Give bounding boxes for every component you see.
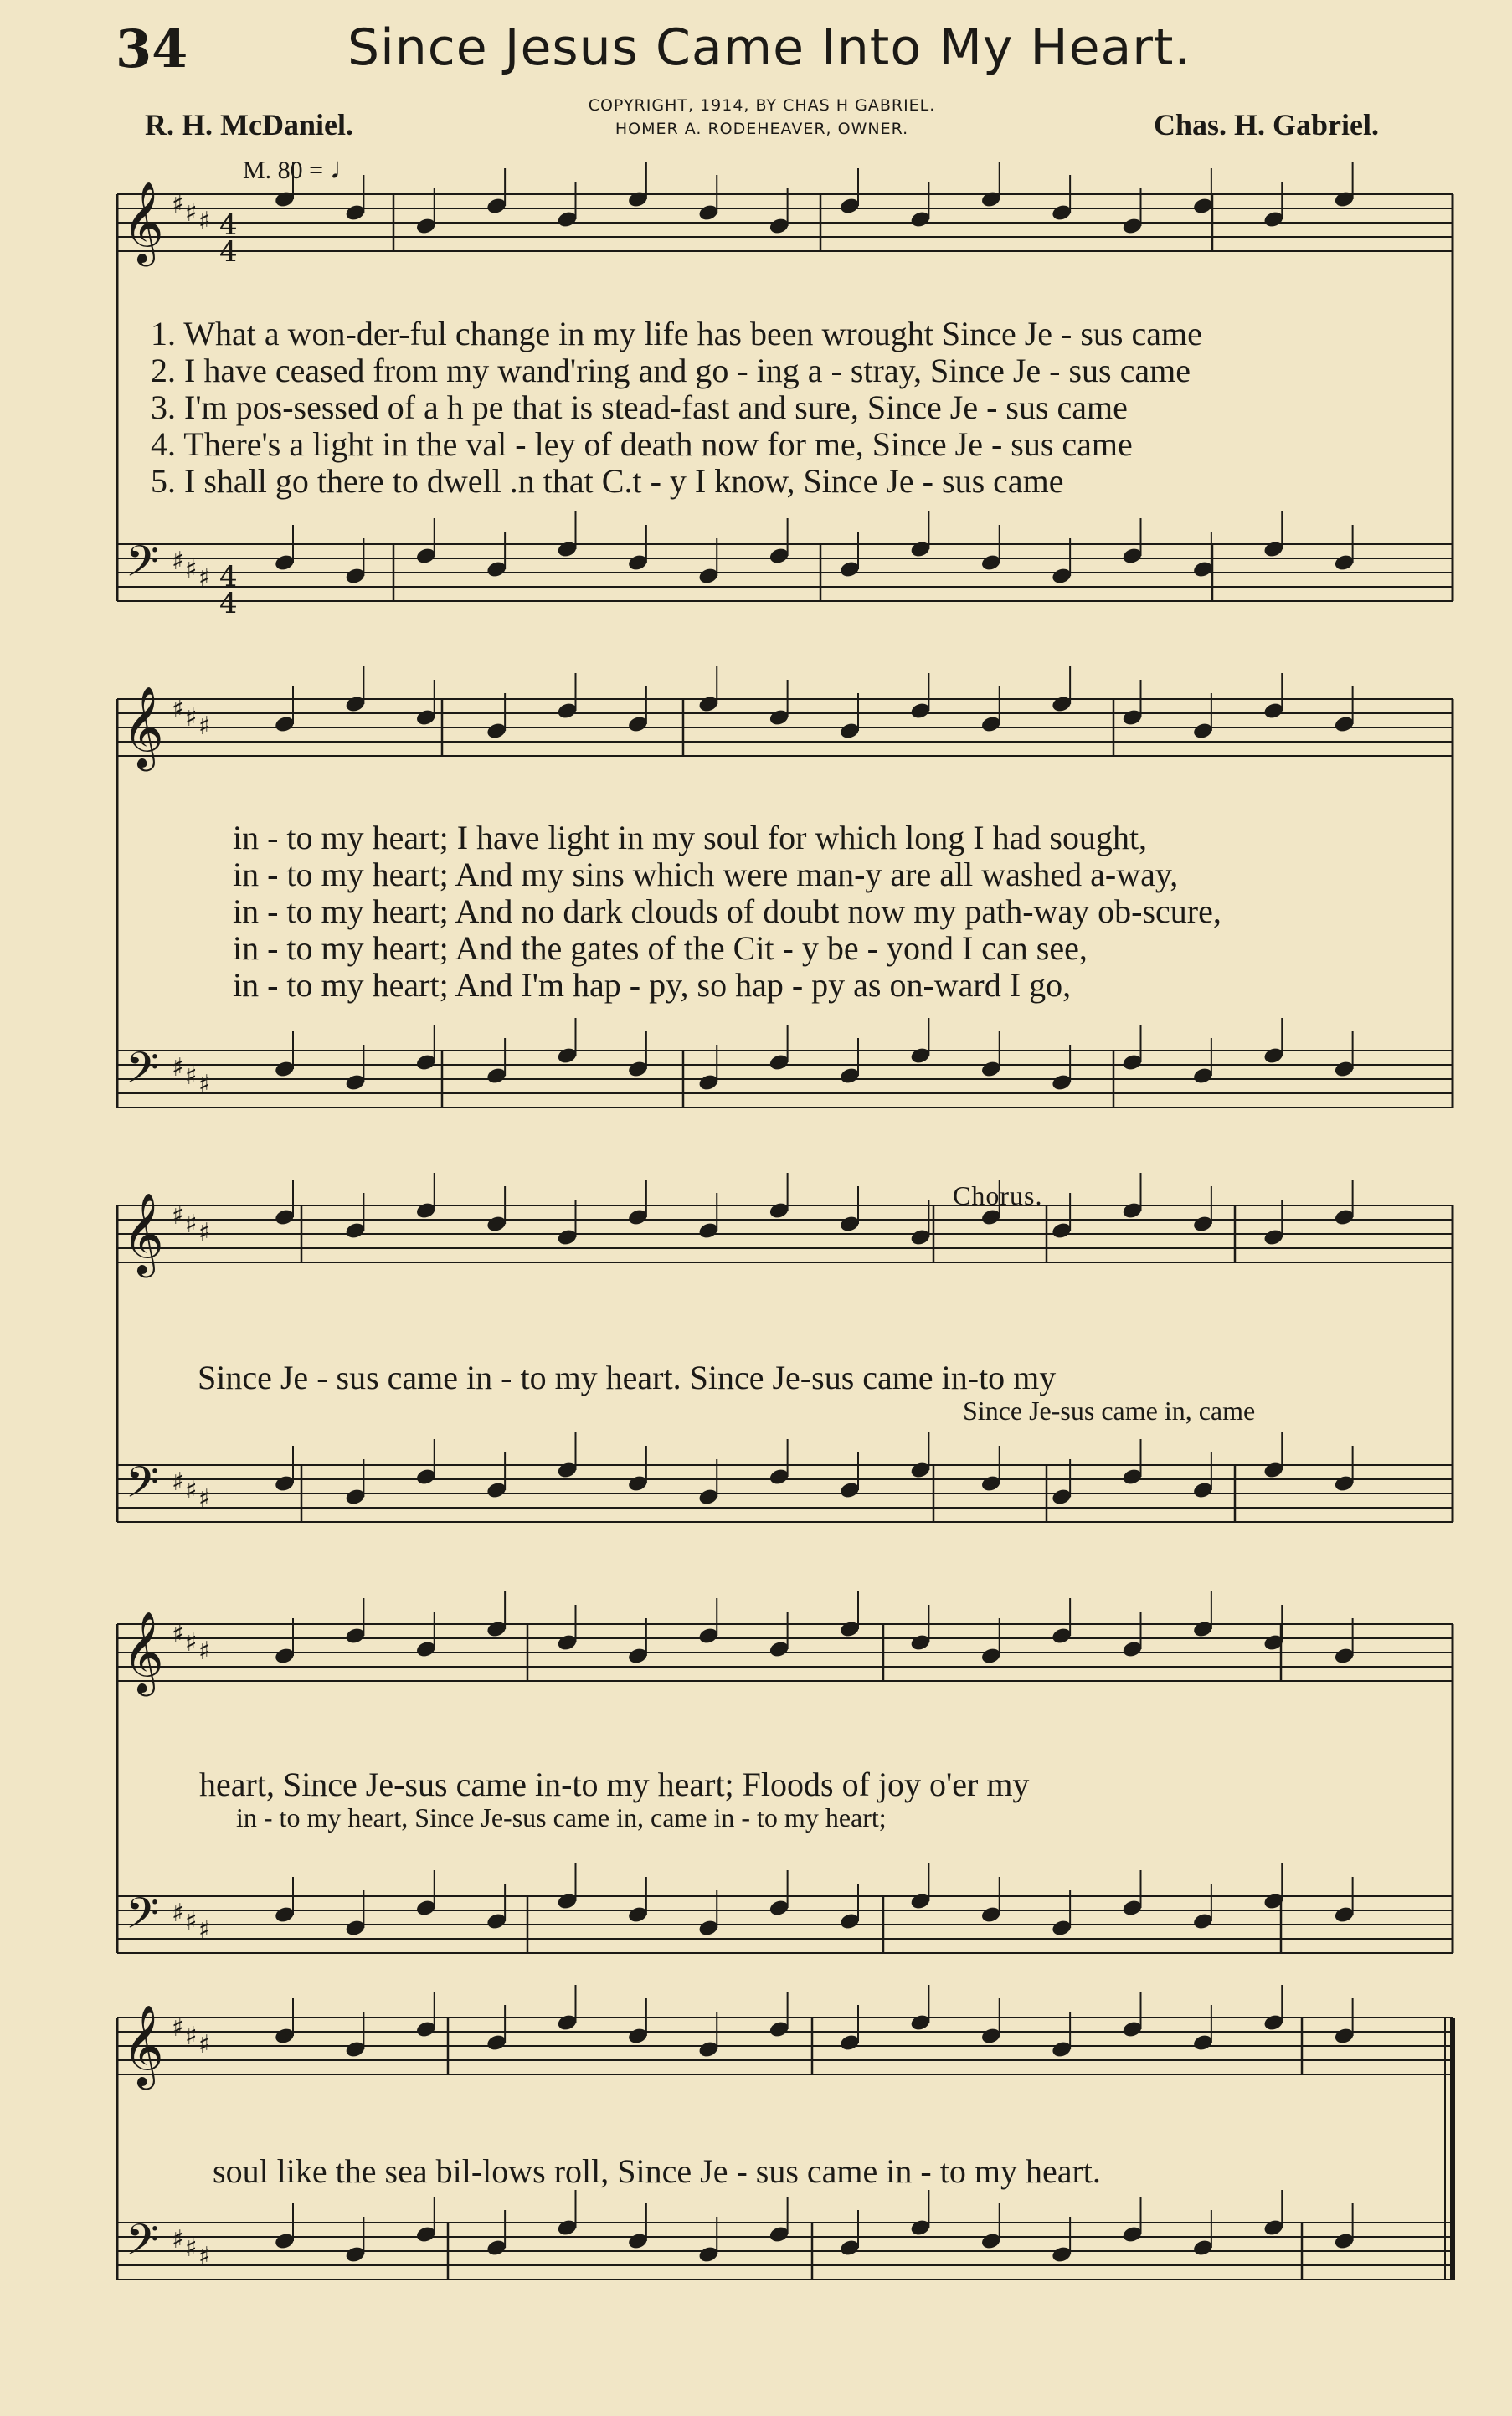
svg-text:♯: ♯ [198, 1218, 211, 1247]
verse-3-line-1: 3. I'm pos-sessed of a h pe that is stead-fast and sure, Since Je - sus came [151, 388, 1128, 426]
svg-text:♯: ♯ [185, 1628, 198, 1658]
svg-text:♯: ♯ [198, 2242, 211, 2271]
verse-4-line-2: in - to my heart; And the gates of the Cit - y be - yond I can see, [233, 929, 1088, 967]
svg-text:♯: ♯ [185, 1061, 198, 1091]
verse-2-line-1: 2. I have ceased from my wand'ring and go - ing a - stray, Since Je - sus came [151, 352, 1191, 389]
svg-text:♯: ♯ [185, 198, 198, 228]
composer: Chas. H. Gabriel. [1154, 108, 1380, 141]
svg-text:𝄞: 𝄞 [122, 1192, 164, 1274]
svg-text:♯: ♯ [172, 695, 184, 724]
treble-staff-2 [117, 699, 1453, 756]
chorus-label: Chorus. [953, 1180, 1043, 1211]
svg-text:♯: ♯ [172, 2225, 184, 2254]
copyright-line-2: HOMER A. RODEHEAVER, OWNER. [615, 120, 909, 138]
svg-text:♯: ♯ [198, 2030, 211, 2059]
verse-3-line-2: in - to my heart; And no dark clouds of doubt now my path-way ob-scure, [233, 892, 1221, 930]
svg-text:♯: ♯ [172, 1468, 184, 1497]
page-number: 34 [116, 18, 188, 80]
svg-text:𝄞: 𝄞 [122, 686, 164, 768]
svg-text:♯: ♯ [185, 2234, 198, 2263]
svg-text:♯: ♯ [172, 190, 184, 219]
svg-text:♯: ♯ [198, 1070, 211, 1099]
chorus-line-2-alto-tenor: in - to my heart, Since Je-sus came in, came in - to my heart; [236, 1802, 887, 1833]
copyright-line-1: COPYRIGHT, 1914, BY CHAS H GABRIEL. [588, 96, 936, 115]
svg-text:𝄞: 𝄞 [122, 1611, 164, 1693]
svg-text:♯: ♯ [198, 207, 211, 236]
svg-text:♯: ♯ [172, 1899, 184, 1928]
chorus-line-3: soul like the sea bil-lows roll, Since Je - sus came in - to my heart. [213, 2152, 1101, 2190]
svg-text:♯: ♯ [198, 1915, 211, 1945]
svg-text:4: 4 [219, 208, 238, 242]
chorus-line-1-alto-tenor: Since Je-sus came in, came [963, 1396, 1256, 1426]
svg-text:𝄢: 𝄢 [126, 536, 159, 597]
svg-text:♯: ♯ [185, 1210, 198, 1239]
svg-text:♯: ♯ [172, 2013, 184, 2043]
svg-text:♯: ♯ [172, 1620, 184, 1649]
svg-text:♯: ♯ [185, 1476, 198, 1505]
chorus-line-2: heart, Since Je-sus came in-to my heart; Floods of joy o'er my [199, 1766, 1030, 1803]
svg-text:𝄢: 𝄢 [126, 2214, 159, 2275]
svg-text:4: 4 [219, 587, 238, 620]
chorus-line-1: Since Je - sus came in - to my heart. Since Je-sus came in-to my [198, 1359, 1057, 1396]
svg-text:♯: ♯ [185, 555, 198, 584]
svg-text:♯: ♯ [172, 1053, 184, 1082]
svg-text:♯: ♯ [185, 703, 198, 733]
verse-5-line-1: 5. I shall go there to dwell .n that C.t - y I know, Since Je - sus came [151, 462, 1064, 500]
tempo-marking: M. 80 = ♩ [243, 152, 360, 185]
verse-1-line-2: in - to my heart; I have light in my soul for which long I had sought, [233, 819, 1148, 856]
svg-text:♯: ♯ [172, 547, 184, 576]
verse-1-line-1: 1. What a won-der-ful change in my life has been wrought Since Je - sus came [151, 315, 1202, 352]
svg-text:♯: ♯ [198, 712, 211, 741]
hymn-title: Since Jesus Came Into My Heart. [347, 18, 1191, 77]
lyricist: R. H. McDaniel. [145, 108, 353, 141]
svg-text:♯: ♯ [185, 1907, 198, 1936]
svg-text:4: 4 [219, 235, 238, 269]
svg-text:4: 4 [219, 560, 238, 594]
svg-text:𝄞: 𝄞 [122, 181, 164, 263]
svg-text:𝄢: 𝄢 [126, 1457, 159, 1518]
svg-text:♯: ♯ [198, 563, 211, 593]
verse-4-line-1: 4. There's a light in the val - ley of death now for me, Since Je - sus came [151, 425, 1133, 463]
svg-text:𝄢: 𝄢 [126, 1888, 159, 1949]
svg-text:𝄢: 𝄢 [126, 1042, 159, 1103]
verse-2-line-2: in - to my heart; And my sins which were man-y are all washed a-way, [233, 856, 1179, 893]
svg-text:♯: ♯ [172, 1201, 184, 1231]
svg-text:♯: ♯ [198, 1484, 211, 1514]
svg-text:♯: ♯ [198, 1637, 211, 1666]
svg-text:𝄞: 𝄞 [122, 2004, 164, 2086]
verse-5-line-2: in - to my heart; And I'm hap - py, so hap - py as on-ward I go, [233, 966, 1072, 1004]
svg-text:♯: ♯ [185, 2022, 198, 2051]
